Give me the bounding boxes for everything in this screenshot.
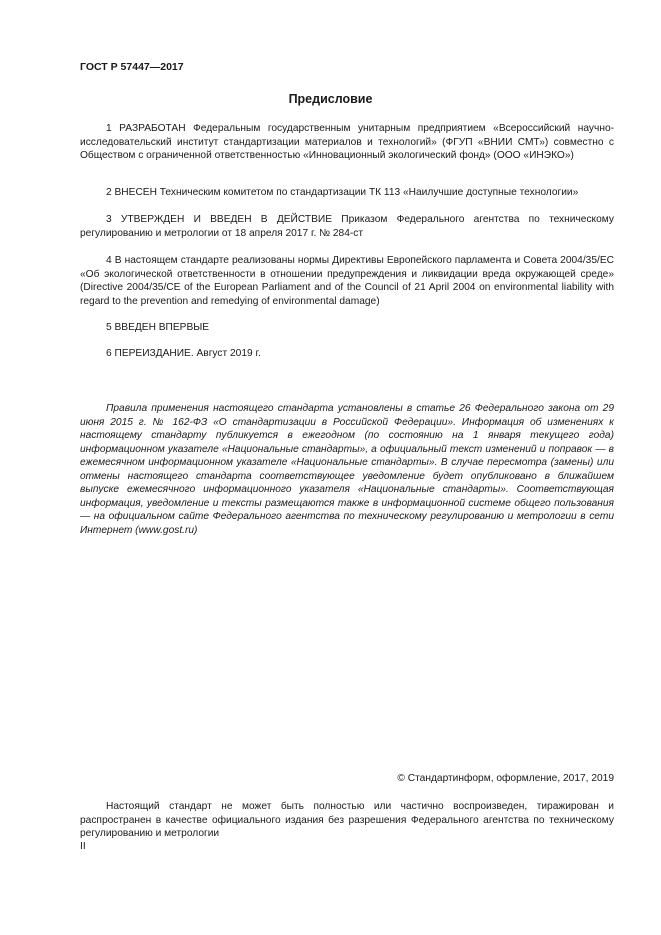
reproduction-notice: Настоящий стандарт не может быть полностью или частично воспроизведен, тиражирован и распространен в качестве официального издания без разрешения Федерального агентства по техническому регулированию и метрологии [80,801,614,839]
standards-notice: Правила применения настоящего стандарта установлены в статье 26 Федерального закона от 29 июня 2015 г. № 162-ФЗ «О стандартизации в Российской Федерации». Информация об изменениях к настоящему стандарту публикуется в ежегодном (по состоянию на 1 января текущего года) информационном указателе «Национальные стандарты», а официальный текст изменений и поправок — в ежемесячном информационном указателе «Национальные стандарты». В случае пересмотра (замены) или отмены настоящего стандарта соответствующее уведомление будет опубликовано в ближайшем выпуске ежемесячного информационного указателя «Национальные стандарты». Соответствующая информация, уведомление и тексты размещаются также в информационной системе общего пользования — на официальном сайте Федерального агентства по техническому регулированию и метрологии в сети Интернет (www.gost.ru) [80,403,614,536]
foreword-item-3: 3 УТВЕРЖДЕН И ВВЕДЕН В ДЕЙСТВИЕ Приказом Федерального агентства по техническому регулированию и метрологии от 18 апреля 2017 г. № 284-ст [80,214,614,239]
foreword-item-2: 2 ВНЕСЕН Техническим комитетом по стандартизации ТК 113 «Наилучшие доступные технологии» [106,187,579,198]
foreword-item-6: 6 ПЕРЕИЗДАНИЕ. Август 2019 г. [106,348,261,359]
foreword-item-4: 4 В настоящем стандарте реализованы нормы Директивы Европейского парламента и Совета 2004/35/EC «Об экологической ответственности в отношении предупреждения и ликвидации вреда окружающей среде» (Directive 2004/35/CE of the European Parliament and of the Council of 21 April 2004 on environmental liability with regard to the prevention and remedying of environmental damage) [80,255,614,307]
document-code: ГОСТ Р 57447—2017 [80,61,184,73]
page-title: Предисловие [288,92,373,106]
copyright-line: © Стандартинформ, оформление, 2017, 2019 [397,773,614,784]
foreword-item-5: 5 ВВЕДЕН ВПЕРВЫЕ [106,322,210,333]
page-number: II [80,841,86,852]
foreword-item-1: 1 РАЗРАБОТАН Федеральным государственным унитарным предприятием «Всероссийский научно-исследовательский институт стандартизации материалов и технологий» (ФГУП «ВНИИ СМТ») совместно с Обществом с ограниченной ответственностью «Инновационный экологический фонд» (ООО «ИНЭКО») [80,123,614,161]
